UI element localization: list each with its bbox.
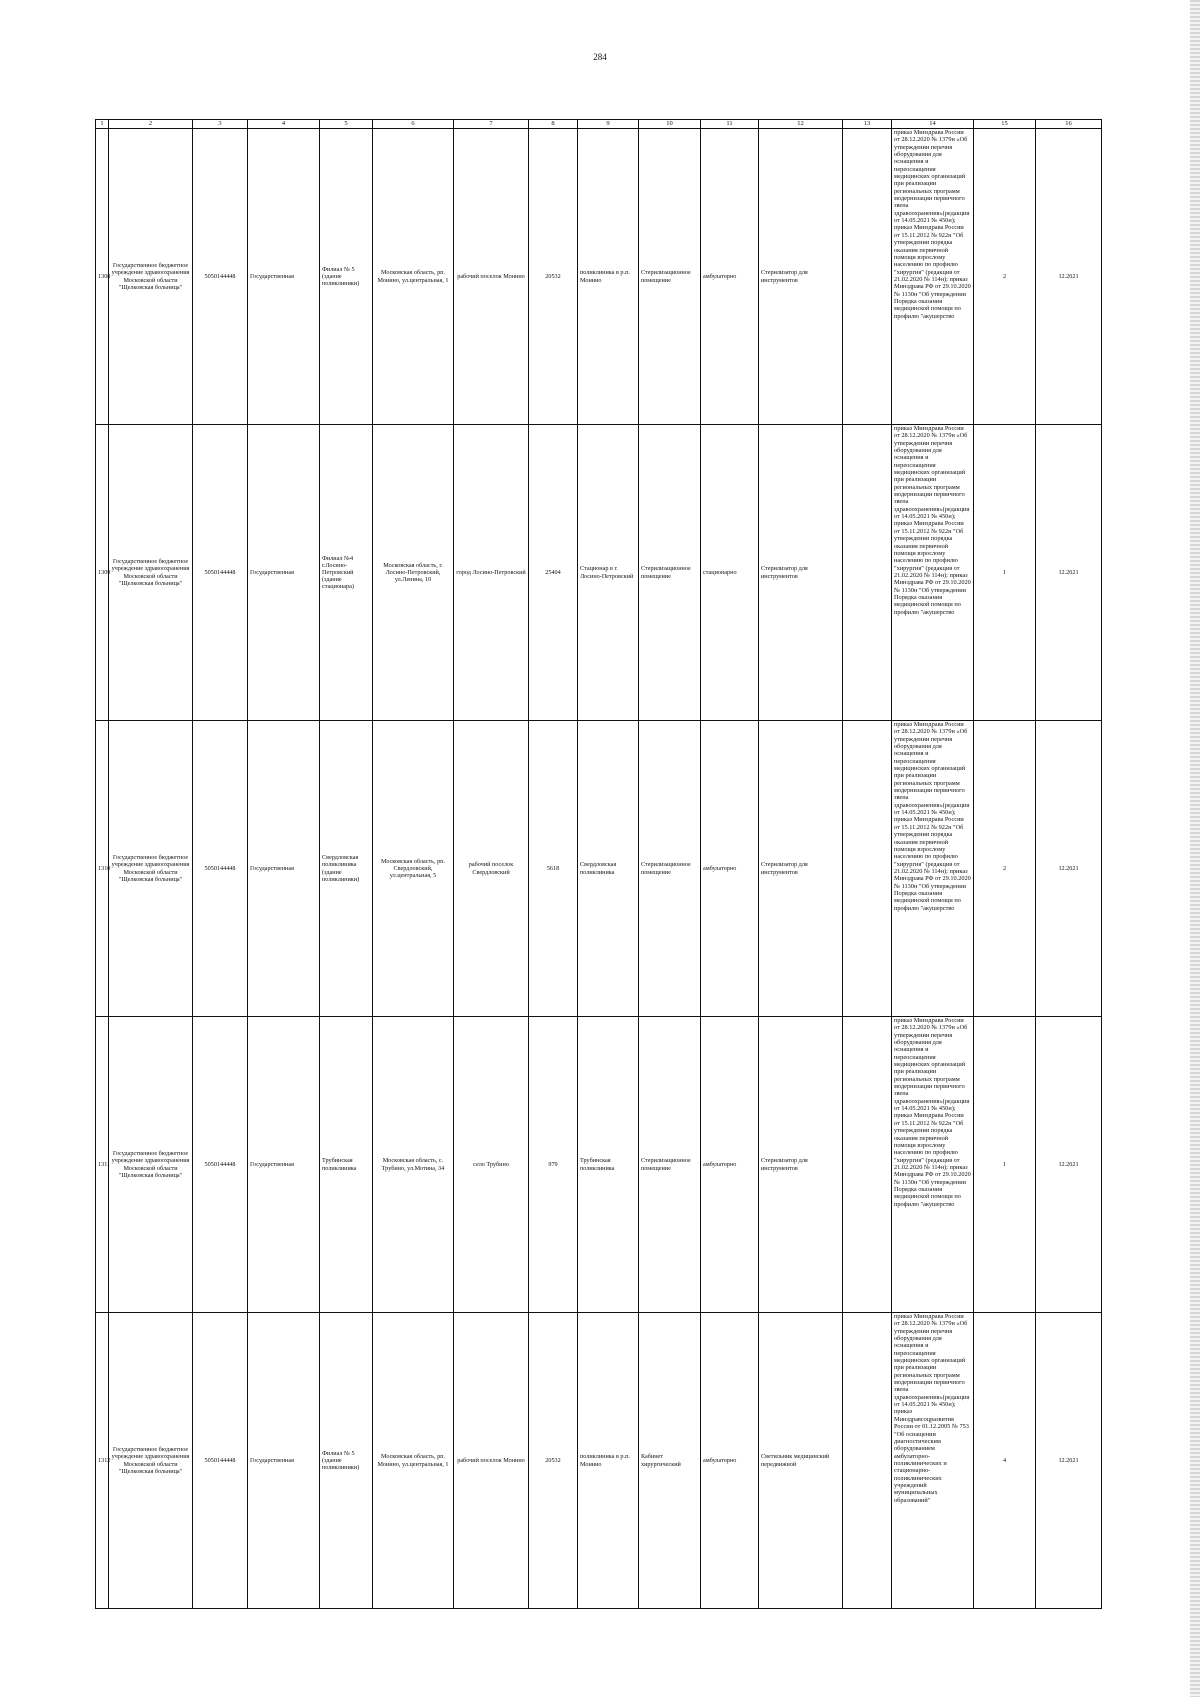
legal-basis-cell: [892, 1313, 974, 1609]
legal-basis-text: приказ Минздрава России от 28.12.2020 № 1379н «Об утверждении перечня оборудования для оснащения и переоснащения медицинских организаций при реализации региональных программ модернизации первичного звена здравоохранения»(редакция от 14.05.2021 № 450н); приказ Минздрава России от 15.11.2012 № 922н "Об утверждении порядка оказания первичной помощи взрослому населению по профилю "хирургия" (редакция от 21.02.2020 № 114н); приказ Минздрава РФ от 29.10.2020 № 1130н "Об утверждении Порядка оказания медицинской помощи по профилю "акушерство: [894, 721, 971, 912]
legal-basis-cell: [892, 425, 974, 721]
column-header: 9: [578, 120, 639, 129]
organization-name: Государственное бюджетное учреждение здравоохранения Московской области "Щелковская больница": [109, 425, 193, 721]
inn-cell: 5050144448: [193, 425, 248, 721]
scan-edge-decoration: [1190, 0, 1200, 1697]
population-cell: 20532: [529, 129, 578, 425]
column-header: 12: [759, 120, 843, 129]
empty-cell: [843, 129, 892, 425]
empty-cell: [843, 1017, 892, 1313]
inn-cell: 5050144448: [193, 1313, 248, 1609]
population-cell: 25404: [529, 425, 578, 721]
quantity-cell: 1: [974, 1017, 1036, 1313]
inn-cell: 5050144448: [193, 721, 248, 1017]
equipment-cell: Стерилизатор для инструментов: [759, 1017, 843, 1313]
quantity-cell: 2: [974, 129, 1036, 425]
facility-cell: поликлиника в р.п. Монино: [578, 129, 639, 425]
empty-cell: [843, 1313, 892, 1609]
legal-basis-text: приказ Минздрава России от 28.12.2020 № 1379н «Об утверждении перечня оборудования для оснащения и переоснащения медицинских организаций при реализации региональных программ модернизации первичного звена здравоохранения»(редакция от 14.05.2021 № 450н); приказ Минздрава России от 15.11.2012 № 922н "Об утверждении порядка оказания первичной помощи взрослому населению по профилю "хирургия" (редакция от 21.02.2020 № 114н); приказ Минздрава РФ от 29.10.2020 № 1130н "Об утверждении Порядка оказания медицинской помощи по профилю "акушерство: [894, 129, 971, 320]
column-header: 6: [373, 120, 454, 129]
branch-cell: Трубинская поликлиника: [320, 1017, 373, 1313]
column-header: 8: [529, 120, 578, 129]
locality-cell: рабочий поселок Монино: [454, 1313, 529, 1609]
care-type-cell: амбулаторно: [701, 1313, 759, 1609]
quantity-cell: 1: [974, 425, 1036, 721]
legal-basis-cell: [892, 721, 974, 1017]
column-header: 1: [96, 120, 109, 129]
population-cell: 5618: [529, 721, 578, 1017]
row-number: 1311: [96, 1017, 109, 1313]
ownership-cell: Государственная: [248, 129, 320, 425]
row-number: 1308: [96, 129, 109, 425]
care-type-cell: амбулаторно: [701, 129, 759, 425]
facility-cell: Свердловская поликлиника: [578, 721, 639, 1017]
column-header: 10: [639, 120, 701, 129]
organization-name: Государственное бюджетное учреждение здравоохранения Московской области "Щелковская больница": [109, 129, 193, 425]
legal-basis-text: приказ Минздрава России от 28.12.2020 № 1379н «Об утверждении перечня оборудования для оснащения и переоснащения медицинских организаций при реализации региональных программ модернизации первичного звена здравоохранения»(редакция от 14.05.2021 № 450н); приказ Минздрава России от 15.11.2012 № 922н "Об утверждении порядка оказания первичной помощи взрослому населению по профилю "хирургия" (редакция от 21.02.2020 № 114н); приказ Минздрава РФ от 29.10.2020 № 1130н "Об утверждении Порядка оказания медицинской помощи по профилю "акушерство: [894, 425, 971, 616]
room-cell: Стерилизационное помещение: [639, 1017, 701, 1313]
column-header: 13: [843, 120, 892, 129]
organization-name: Государственное бюджетное учреждение здравоохранения Московской области "Щелковская больница": [109, 721, 193, 1017]
facility-cell: поликлиника в р.п. Монино: [578, 1313, 639, 1609]
address-cell: Московская область, с. Трубино, ул.Мотина, 34: [373, 1017, 454, 1313]
column-header: 11: [701, 120, 759, 129]
room-cell: Кабинет хирургический: [639, 1313, 701, 1609]
branch-cell: Филиал № 5 (здание поликлиники): [320, 1313, 373, 1609]
facility-cell: Стационар в г. Лосино-Петровский: [578, 425, 639, 721]
locality-cell: город Лосино-Петровский: [454, 425, 529, 721]
locality-cell: село Трубино: [454, 1017, 529, 1313]
column-header: 14: [892, 120, 974, 129]
date-cell: 12.2021: [1036, 1017, 1102, 1313]
table-row: [96, 1017, 1102, 1313]
equipment-cell: Стерилизатор для инструментов: [759, 721, 843, 1017]
date-cell: 12.2021: [1036, 1313, 1102, 1609]
date-cell: 12.2021: [1036, 721, 1102, 1017]
quantity-cell: 2: [974, 721, 1036, 1017]
address-cell: Московская область, рп. Свердловский, ул.центральная, 5: [373, 721, 454, 1017]
date-cell: 12.2021: [1036, 129, 1102, 425]
facility-cell: Трубинская поликлиника: [578, 1017, 639, 1313]
locality-cell: рабочий поселок Монино: [454, 129, 529, 425]
equipment-cell: Светильник медицинский передвижной: [759, 1313, 843, 1609]
column-header: 2: [109, 120, 193, 129]
locality-cell: рабочий поселок Свердловский: [454, 721, 529, 1017]
ownership-cell: Государственная: [248, 1313, 320, 1609]
room-cell: Стерилизационное помещение: [639, 425, 701, 721]
inn-cell: 5050144448: [193, 129, 248, 425]
organization-name: Государственное бюджетное учреждение здравоохранения Московской области "Щелковская больница": [109, 1017, 193, 1313]
empty-cell: [843, 425, 892, 721]
page-number: 284: [593, 52, 607, 62]
date-cell: 12.2021: [1036, 425, 1102, 721]
row-number: 1312: [96, 1313, 109, 1609]
address-cell: Московская область, рп. Монино, ул.центральная, 1: [373, 1313, 454, 1609]
table-row: [96, 1313, 1102, 1609]
column-header: 5: [320, 120, 373, 129]
table-row: [96, 721, 1102, 1017]
care-type-cell: стационарно: [701, 425, 759, 721]
column-header: 4: [248, 120, 320, 129]
branch-cell: Филиал № 5 (здание поликлиники): [320, 129, 373, 425]
column-header: 3: [193, 120, 248, 129]
table-row: [96, 425, 1102, 721]
ownership-cell: Государственная: [248, 721, 320, 1017]
row-number: 1309: [96, 425, 109, 721]
column-header: 16: [1036, 120, 1102, 129]
inn-cell: 5050144448: [193, 1017, 248, 1313]
row-number: 1310: [96, 721, 109, 1017]
quantity-cell: 4: [974, 1313, 1036, 1609]
room-cell: Стерилизационное помещение: [639, 721, 701, 1017]
legal-basis-text: приказ Минздрава России от 28.12.2020 № 1379н «Об утверждении перечня оборудования для оснащения и переоснащения медицинских организаций при реализации региональных программ модернизации первичного звена здравоохранения»(редакция от 14.05.2021 № 450н); приказ Минздрава России от 15.11.2012 № 922н "Об утверждении порядка оказания первичной помощи взрослому населению по профилю "хирургия" (редакция от 21.02.2020 № 114н); приказ Минздрава РФ от 29.10.2020 № 1130н "Об утверждении Порядка оказания медицинской помощи по профилю "акушерство: [894, 1017, 971, 1208]
care-type-cell: амбулаторно: [701, 1017, 759, 1313]
equipment-table: [95, 119, 1102, 1609]
ownership-cell: Государственная: [248, 425, 320, 721]
organization-name: Государственное бюджетное учреждение здравоохранения Московской области "Щелковская больница": [109, 1313, 193, 1609]
equipment-cell: Стерилизатор для инструментов: [759, 129, 843, 425]
room-cell: Стерилизационное помещение: [639, 129, 701, 425]
empty-cell: [843, 721, 892, 1017]
population-cell: 20532: [529, 1313, 578, 1609]
equipment-cell: Стерилизатор для инструментов: [759, 425, 843, 721]
branch-cell: Свердловская поликлиника (здание поликлиники): [320, 721, 373, 1017]
address-cell: Московская область, рп. Монино, ул.центральная, 1: [373, 129, 454, 425]
legal-basis-cell: [892, 129, 974, 425]
column-header: 15: [974, 120, 1036, 129]
population-cell: 979: [529, 1017, 578, 1313]
address-cell: Московская область, г. Лосино-Петровский, ул.Ленина, 10: [373, 425, 454, 721]
ownership-cell: Государственная: [248, 1017, 320, 1313]
care-type-cell: амбулаторно: [701, 721, 759, 1017]
table-row: [96, 129, 1102, 425]
legal-basis-cell: [892, 1017, 974, 1313]
column-header: 7: [454, 120, 529, 129]
branch-cell: Филиал №4 г.Лосино-Петровский (здание стационара): [320, 425, 373, 721]
column-numbers-row: [96, 120, 1102, 129]
legal-basis-text: приказ Минздрава России от 28.12.2020 № 1379н «Об утверждении перечня оборудования для оснащения и переоснащения медицинских организаций при реализации региональных программ модернизации первичного звена здравоохранения»(редакция от 14.05.2021 № 450н); приказ Минздравсоцразвития России от 01.12.2005 № 753 "Об оснащении диагностическим оборудованием амбулаторно-поликлинических и стационарно-поликлинических учреждений муниципальных образований": [894, 1313, 970, 1504]
